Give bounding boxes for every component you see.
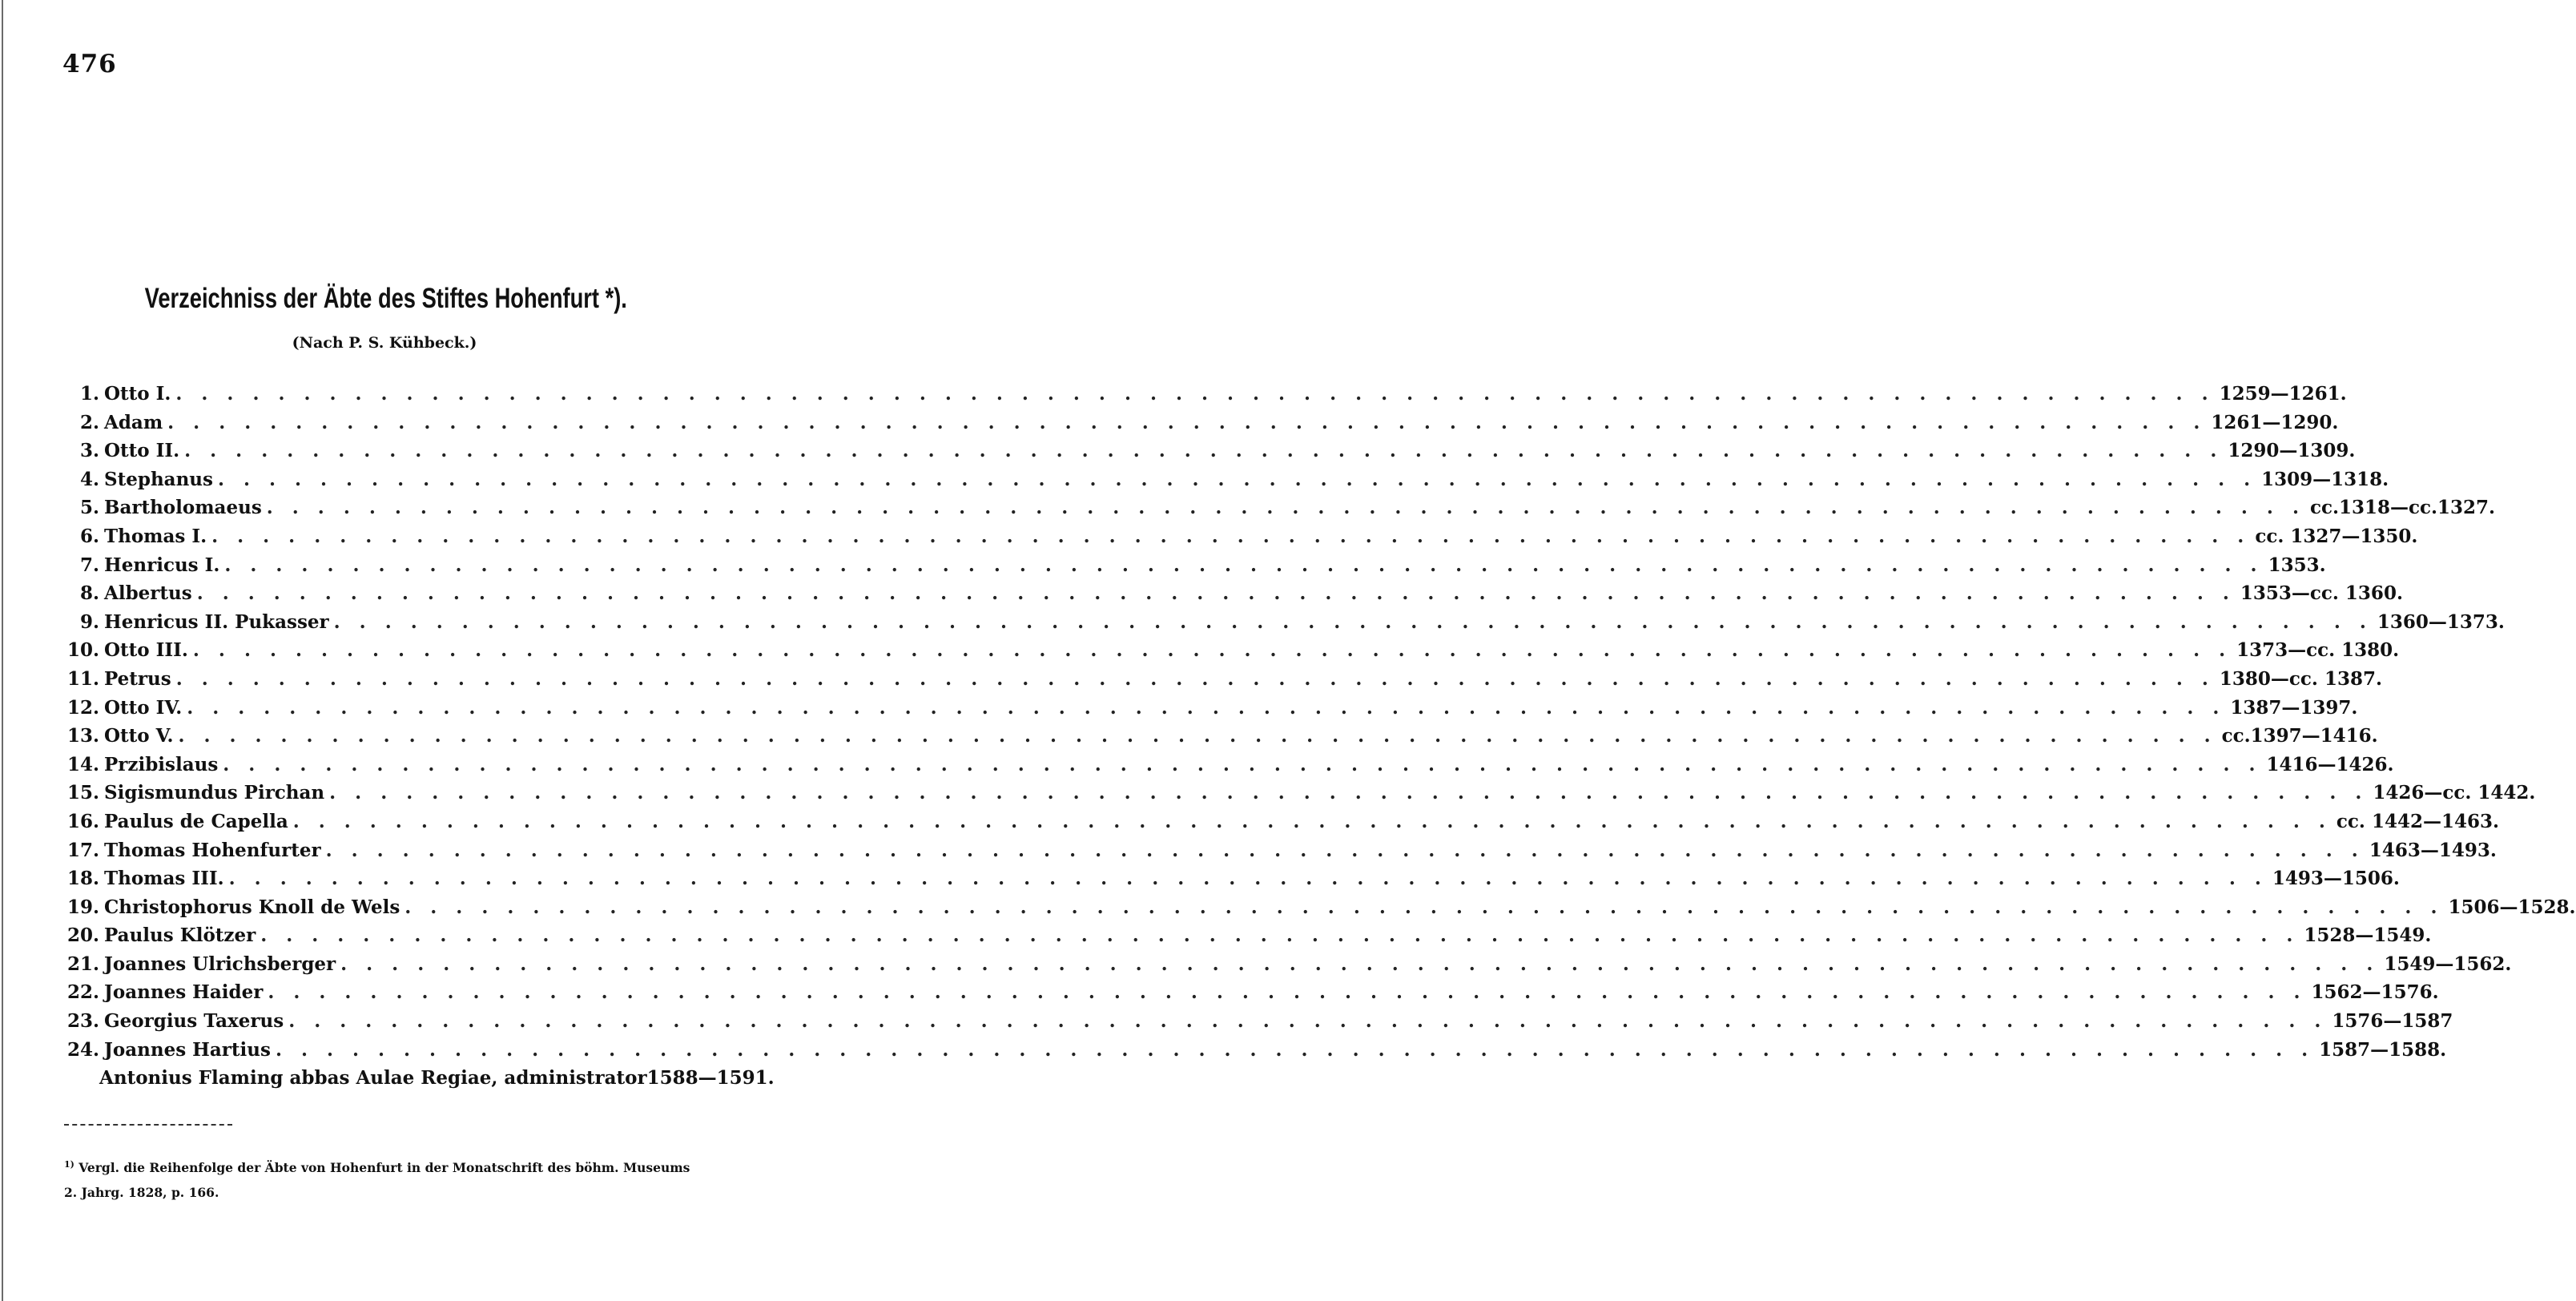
abbot-name: Joannes Haider	[104, 981, 264, 1004]
abbot-number: 19.	[66, 896, 99, 918]
abbot-row	[59, 981, 2439, 1010]
dot-leader: . . . . . . . . . . . . . . . . . . . . . . . . . . . . . . . . . . . . . . . . . . . . . . . . . . . . . . . . . . . . . . . . . . . . . . . . . . . . . . . .	[192, 639, 2232, 662]
abbot-years: 1353—cc. 1360.	[2240, 582, 2403, 605]
abbot-years: 1309—1318.	[2261, 468, 2389, 490]
page-number: 476	[62, 50, 117, 79]
abbot-number: 18.	[66, 868, 99, 890]
abbot-number: 8.	[79, 582, 99, 605]
abbot-number: 20.	[66, 924, 99, 947]
abbot-years: 1373—cc. 1380.	[2236, 639, 2400, 662]
abbot-number: 21.	[66, 953, 99, 975]
dot-leader: . . . . . . . . . . . . . . . . . . . . . . . . . . . . . . . . . . . . . . . . . . . . . . . . . . . . . . . . . . . . . . . . . . . . . . . . . . . . . . . .	[333, 610, 2373, 633]
abbot-row	[59, 525, 2418, 554]
footnote-marker: 1)	[64, 1159, 74, 1170]
abbot-number: 24.	[66, 1038, 99, 1061]
abbot-row	[59, 1010, 2453, 1039]
abbot-years: 1387—1397.	[2230, 696, 2358, 719]
abbot-name: Petrus	[104, 667, 171, 690]
abbot-name: Thomas III.	[104, 868, 224, 890]
abbot-number: 17.	[66, 839, 99, 861]
abbot-years: 1493—1506.	[2272, 868, 2400, 890]
abbot-years: 1261—1290.	[2211, 411, 2339, 433]
abbot-name: Joannes Hartius	[104, 1038, 271, 1061]
abbot-years: 1259—1261.	[2219, 383, 2347, 405]
abbot-years: 1587—1588.	[2319, 1038, 2447, 1061]
page-title: Verzeichniss der Äbte des Stiftes Hohenfurt *).	[144, 283, 627, 314]
dot-leader: . . . . . . . . . . . . . . . . . . . . . . . . . . . . . . . . . . . . . . . . . . . . . . . . . . . . . . . . . . . . . . . . . . . . . . . . . . . . . . . .	[325, 839, 2365, 861]
administrator-text: Antonius Flaming abbas Aulae Regiae, administrator	[99, 1067, 647, 1090]
dot-leader: . . . . . . . . . . . . . . . . . . . . . . . . . . . . . . . . . . . . . . . . . . . . . . . . . . . . . . . . . . . . . . . . . . . . . . . . . . . . . . . .	[329, 782, 2369, 804]
abbot-name: Adam	[104, 411, 163, 433]
abbot-name: Joannes Ulrichsberger	[104, 953, 336, 975]
abbot-number: 3.	[79, 440, 99, 462]
abbot-name: Paulus de Capella	[104, 810, 288, 832]
footnote-text: Vergl. die Reihenfolge der Äbte von Hohenfurt in der Monatschrift des böhm. Museums 2. Jahrg. 1828, p. 166.	[64, 1160, 690, 1201]
abbot-years: cc. 1327—1350.	[2255, 525, 2418, 547]
abbot-row	[59, 896, 2576, 925]
abbot-years: 1528—1549.	[2304, 924, 2432, 947]
abbot-number: 9.	[79, 610, 99, 633]
abbot-name: Bartholomaeus	[104, 497, 262, 519]
abbot-number: 15.	[66, 782, 99, 804]
dot-leader: . . . . . . . . . . . . . . . . . . . . . . . . . . . . . . . . . . . . . . . . . . . . . . . . . . . . . . . . . . . . . . . . . . . . . . . . . . . . . . . .	[184, 440, 2224, 462]
dot-leader: . . . . . . . . . . . . . . . . . . . . . . . . . . . . . . . . . . . . . . . . . . . . . . . . . . . . . . . . . . . . . . . . . . . . . . . . . . . . . . . .	[275, 1038, 2315, 1061]
abbot-number: 12.	[66, 696, 99, 719]
abbot-name: Otto II.	[104, 440, 180, 462]
abbot-number: 6.	[79, 525, 99, 547]
dot-leader: . . . . . . . . . . . . . . . . . . . . . . . . . . . . . . . . . . . . . . . . . . . . . . . . . . . . . . . . . . . . . . . . . . . . . . . . . . . . . . . .	[178, 725, 2217, 747]
abbot-row	[59, 868, 2400, 896]
abbot-row	[59, 810, 2499, 840]
administrator-years: 1588—1591.	[646, 1067, 775, 1090]
dot-leader: . . . . . . . . . . . . . . . . . . . . . . . . . . . . . . . . . . . . . . . . . . . . . . . . . . . . . . . . . . . . . . . . . . . . . . . . . . . . . . . .	[175, 383, 2215, 405]
abbot-years: 1426—cc. 1442.	[2373, 782, 2536, 804]
abbot-row	[59, 582, 2403, 611]
abbot-name: Sigismundus Pirchan	[104, 782, 325, 804]
abbot-row	[59, 440, 2356, 469]
abbot-name: Paulus Klötzer	[104, 924, 256, 947]
dot-leader: . . . . . . . . . . . . . . . . . . . . . . . . . . . . . . . . . . . . . . . . . . . . . . . . . . . . . . . . . . . . . . . . . . . . . . . . . . . . . . . .	[211, 525, 2251, 547]
abbot-number: 2.	[79, 411, 99, 433]
abbot-number: 14.	[66, 753, 99, 775]
abbot-years: 1290—1309.	[2228, 440, 2356, 462]
abbot-number: 16.	[66, 810, 99, 832]
abbot-years: 1360—1373.	[2377, 610, 2505, 633]
dot-leader: . . . . . . . . . . . . . . . . . . . . . . . . . . . . . . . . . . . . . . . . . . . . . . . . . . . . . . . . . . . . . . . . . . . . . . . . . . . . . . . .	[224, 554, 2264, 576]
abbot-row	[59, 667, 2382, 697]
abbot-row	[59, 497, 2496, 526]
abbot-row	[59, 554, 2326, 583]
dot-leader: . . . . . . . . . . . . . . . . . . . . . . . . . . . . . . . . . . . . . . . . . . . . . . . . . . . . . . . . . . . . . . . . . . . . . . . . . . . . . . . .	[405, 896, 2444, 918]
dot-leader: . . . . . . . . . . . . . . . . . . . . . . . . . . . . . . . . . . . . . . . . . . . . . . . . . . . . . . . . . . . . . . . . . . . . . . . . . . . . . . . .	[268, 981, 2307, 1004]
abbot-name: Otto V.	[104, 725, 174, 747]
abbot-number: 11.	[66, 667, 99, 690]
abbot-row	[59, 610, 2505, 640]
abbot-number: 10.	[66, 639, 99, 662]
abbot-row	[59, 753, 2394, 783]
abbot-years: 1416—1426.	[2266, 753, 2394, 775]
dot-leader: . . . . . . . . . . . . . . . . . . . . . . . . . . . . . . . . . . . . . . . . . . . . . . . . . . . . . . . . . . . . . . . . . . . . . . . . . . . . . . . .	[217, 468, 2257, 490]
abbot-years: cc.1318—cc.1327.	[2309, 497, 2496, 519]
dot-leader: . . . . . . . . . . . . . . . . . . . . . . . . . . . . . . . . . . . . . . . . . . . . . . . . . . . . . . . . . . . . . . . . . . . . . . . . . . . . . . . .	[288, 1010, 2328, 1033]
abbot-row	[59, 1038, 2447, 1068]
abbot-name: Georgius Taxerus	[104, 1010, 284, 1033]
abbot-name: Przibislaus	[104, 753, 219, 775]
abbot-row	[59, 468, 2389, 497]
abbot-name: Otto IV.	[104, 696, 183, 719]
dot-leader: . . . . . . . . . . . . . . . . . . . . . . . . . . . . . . . . . . . . . . . . . . . . . . . . . . . . . . . . . . . . . . . . . . . . . . . . . . . . . . . .	[175, 667, 2215, 690]
abbot-years: 1463—1493.	[2369, 839, 2497, 861]
abbot-number: 22.	[66, 981, 99, 1004]
dot-leader: . . . . . . . . . . . . . . . . . . . . . . . . . . . . . . . . . . . . . . . . . . . . . . . . . . . . . . . . . . . . . . . . . . . . . . . . . . . . . . . .	[167, 411, 2207, 433]
abbot-name: Albertus	[104, 582, 192, 605]
abbot-name: Otto III.	[104, 639, 188, 662]
dot-leader: . . . . . . . . . . . . . . . . . . . . . . . . . . . . . . . . . . . . . . . . . . . . . . . . . . . . . . . . . . . . . . . . . . . . . . . . . . . . . . . .	[340, 953, 2380, 975]
abbot-row	[59, 924, 2432, 953]
abbot-row	[59, 782, 2536, 811]
abbot-years: 1353.	[2268, 554, 2326, 576]
abbot-years: 1549—1562.	[2384, 953, 2512, 975]
abbot-name: Stephanus	[104, 468, 213, 490]
abbot-name: Henricus II. Pukasser	[104, 610, 329, 633]
abbot-list	[59, 383, 2576, 1096]
abbot-number: 13.	[66, 725, 99, 747]
page-subtitle: (Nach P. S. Kühbeck.)	[292, 334, 477, 352]
page-edge-line	[2, 0, 3, 1301]
footnote	[64, 1152, 697, 1205]
abbot-years: cc.1397—1416.	[2221, 725, 2378, 747]
dot-leader: . . . . . . . . . . . . . . . . . . . . . . . . . . . . . . . . . . . . . . . . . . . . . . . . . . . . . . . . . . . . . . . . . . . . . . . . . . . . . . . .	[266, 497, 2305, 519]
abbot-number: 5.	[79, 497, 99, 519]
abbot-name: Thomas Hohenfurter	[104, 839, 321, 861]
abbot-name: Henricus I.	[104, 554, 220, 576]
abbot-years: 1506—1528.	[2448, 896, 2576, 918]
abbot-row	[59, 953, 2512, 982]
administrator-row	[59, 1067, 775, 1096]
abbot-row	[59, 725, 2378, 754]
abbot-row	[59, 411, 2339, 441]
dot-leader: . . . . . . . . . . . . . . . . . . . . . . . . . . . . . . . . . . . . . . . . . . . . . . . . . . . . . . . . . . . . . . . . . . . . . . . . . . . . . . . .	[187, 696, 2226, 719]
dot-leader: . . . . . . . . . . . . . . . . . . . . . . . . . . . . . . . . . . . . . . . . . . . . . . . . . . . . . . . . . . . . . . . . . . . . . . . . . . . . . . . .	[292, 810, 2332, 832]
abbot-number: 23.	[66, 1010, 99, 1033]
abbot-row	[59, 383, 2347, 412]
abbot-years: cc. 1442—1463.	[2336, 810, 2499, 832]
abbot-name: Christophorus Knoll de Wels	[104, 896, 400, 918]
abbot-row	[59, 839, 2497, 868]
dot-leader: . . . . . . . . . . . . . . . . . . . . . . . . . . . . . . . . . . . . . . . . . . . . . . . . . . . . . . . . . . . . . . . . . . . . . . . . . . . . . . . .	[260, 924, 2300, 947]
abbot-row	[59, 696, 2358, 726]
abbot-years: 1380—cc. 1387.	[2219, 667, 2382, 690]
abbot-row	[59, 639, 2400, 668]
dot-leader: . . . . . . . . . . . . . . . . . . . . . . . . . . . . . . . . . . . . . . . . . . . . . . . . . . . . . . . . . . . . . . . . . . . . . . . . . . . . . . . .	[196, 582, 2236, 605]
dot-leader: . . . . . . . . . . . . . . . . . . . . . . . . . . . . . . . . . . . . . . . . . . . . . . . . . . . . . . . . . . . . . . . . . . . . . . . . . . . . . . . .	[223, 753, 2262, 775]
abbot-name: Thomas I.	[104, 525, 207, 547]
abbot-number: 4.	[79, 468, 99, 490]
dot-leader: . . . . . . . . . . . . . . . . . . . . . . . . . . . . . . . . . . . . . . . . . . . . . . . . . . . . . . . . . . . . . . . . . . . . . . . . . . . . . . . .	[228, 868, 2268, 890]
abbot-name: Otto I.	[104, 383, 171, 405]
abbot-years: 1576—1587	[2332, 1010, 2453, 1033]
abbot-number: 1.	[79, 383, 99, 405]
abbot-years: 1562—1576.	[2311, 981, 2439, 1004]
footnote-separator	[64, 1124, 232, 1126]
abbot-number: 7.	[79, 554, 99, 576]
